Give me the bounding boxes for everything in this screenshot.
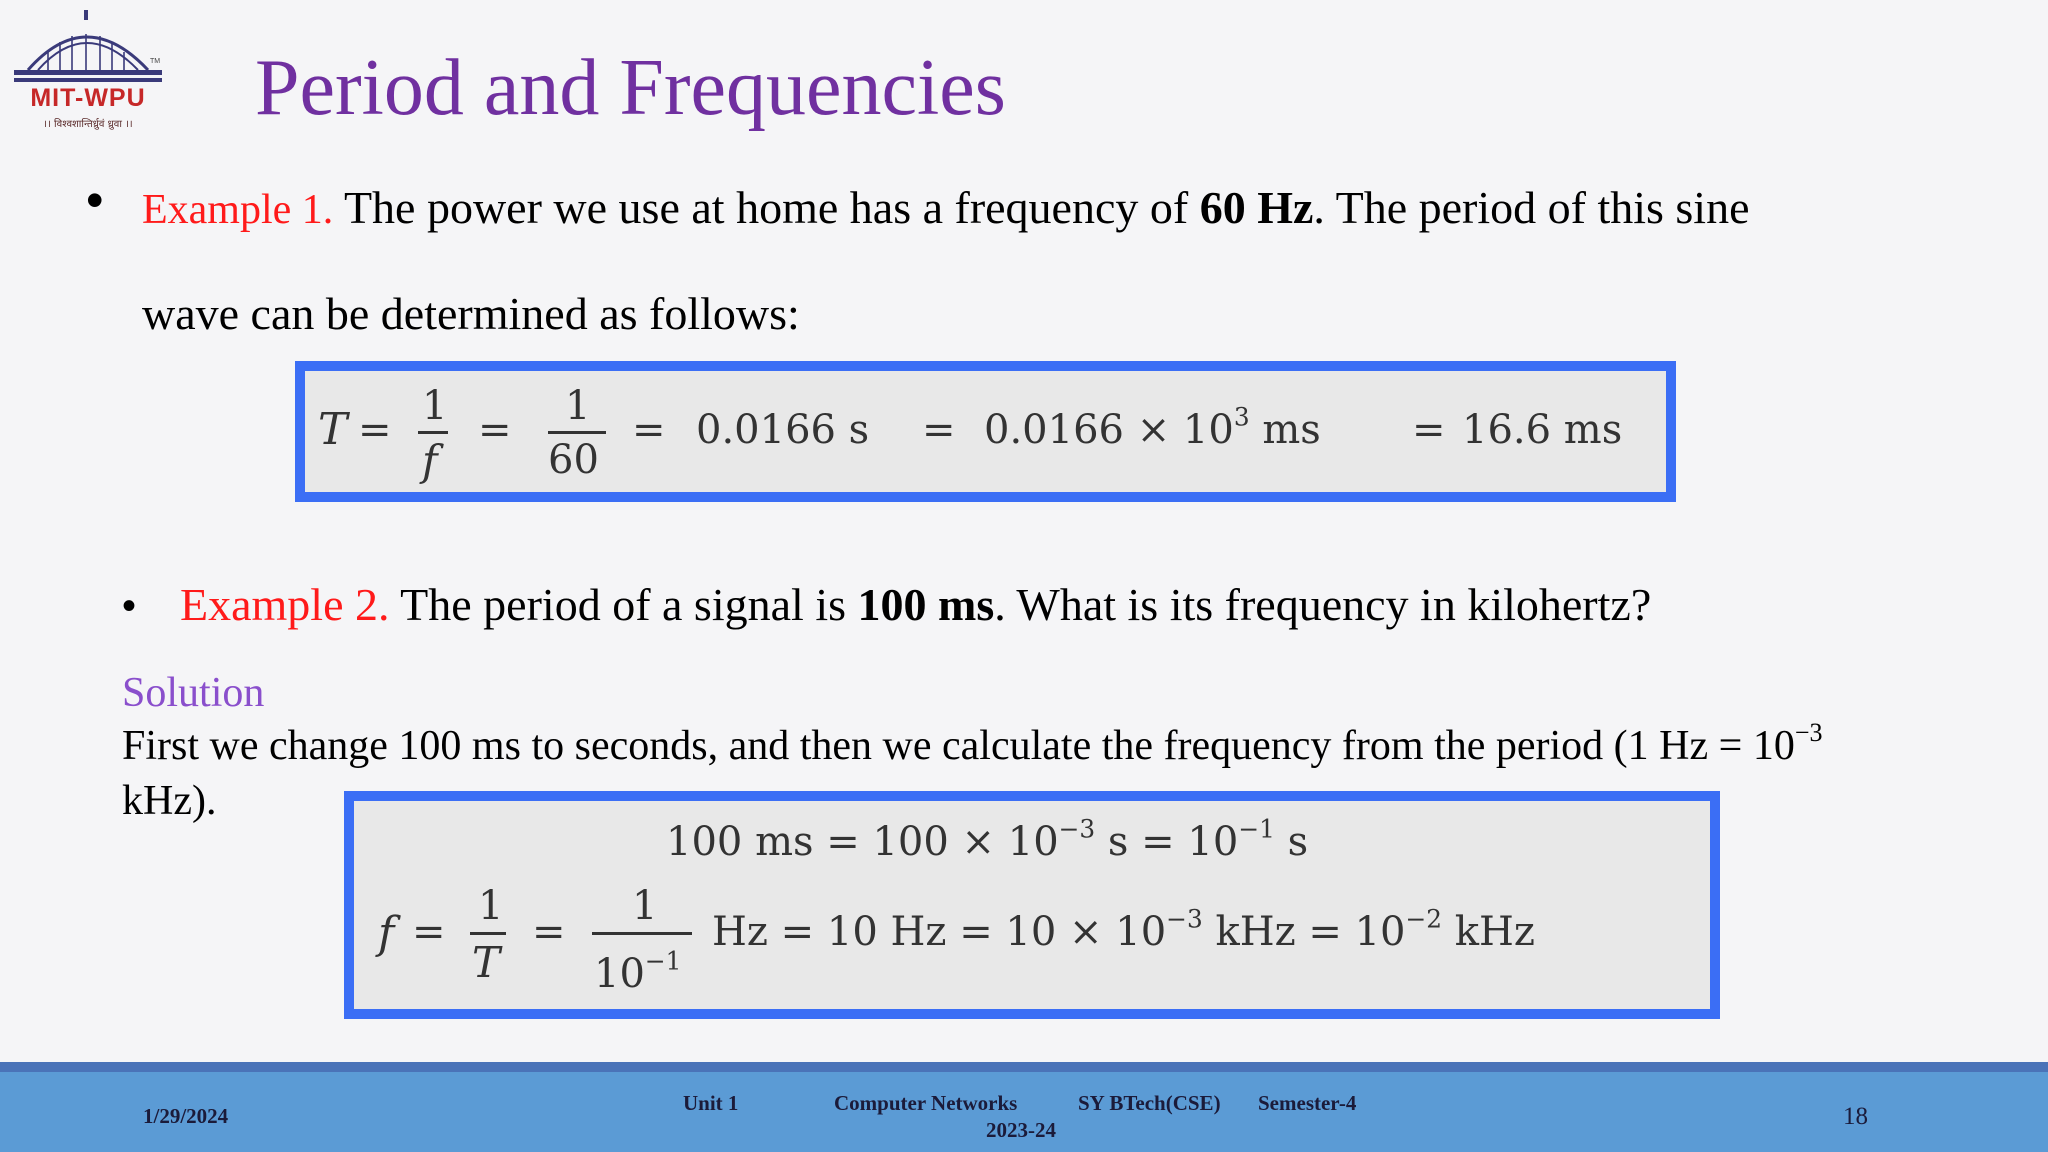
eq1-equals-5: = — [1412, 407, 1446, 453]
example2-text-b: . What is its frequency in kilohertz? — [994, 579, 1652, 630]
example1-line2: wave can be determined as follows: — [142, 288, 800, 339]
footer-semester: Semester-4 — [1258, 1091, 1357, 1115]
eq2-fraction-bar-1 — [470, 932, 506, 935]
eq1-denominator-1: f — [422, 436, 438, 485]
example2-bold: 100 ms — [857, 579, 995, 630]
logo-tagline: ।। विश्वशान्तिर्ध्रुवं ध्रुवा ।। — [43, 119, 133, 130]
eq1-equals-2: = — [478, 407, 512, 453]
mit-wpu-logo — [8, 8, 168, 133]
eq1-numerator-1: 1 — [422, 383, 448, 429]
eq2-denominator-1: T — [472, 938, 501, 987]
footer-program: SY BTech(CSE) — [1078, 1091, 1221, 1115]
example1-bold: 60 Hz — [1199, 182, 1314, 233]
example2-label: Example 2. — [180, 579, 390, 630]
solution-tail: kHz). — [122, 778, 217, 824]
eq1-value-2: $0.0166 \times 10^3$ ms — [984, 402, 1321, 453]
bullet-1: • — [86, 172, 104, 228]
eq2-equals-2: = — [532, 909, 566, 955]
eq2-numerator-2: 1 — [632, 883, 658, 929]
example1-line1 — [142, 180, 1750, 235]
example1-label: Example 1. — [142, 187, 334, 233]
footer-top-strip — [0, 1062, 2048, 1072]
eq1-equals-1: = — [358, 407, 392, 453]
eq2-numerator-1: 1 — [478, 883, 504, 929]
eq2-equals-1: = — [412, 909, 446, 955]
logo-wordmark: MIT-WPU — [30, 84, 146, 112]
example2-line — [180, 577, 1651, 632]
example2-text-a: The period of a signal is — [389, 579, 858, 630]
eq2-fraction-bar-2 — [592, 932, 692, 935]
eq2-lhs: f — [378, 908, 395, 959]
eq1-value-1: 0.0166 s — [696, 407, 870, 453]
eq2-line1: 100 ms = $100 \times 10^{-3}$ $s = 10^{-1}$ s — [666, 814, 1309, 865]
eq1-fraction-bar-2 — [548, 431, 606, 434]
slide-title: Period and Frequencies — [255, 44, 1006, 132]
eq1-lhs: T — [318, 404, 348, 455]
eq1-value-3: 16.6 ms — [1462, 407, 1623, 453]
example1-text-a: The power we use at home has a frequency of — [333, 182, 1200, 233]
footer-course: Computer Networks — [834, 1091, 1018, 1115]
eq1-fraction-bar-1 — [418, 431, 448, 434]
solution-heading: Solution — [122, 670, 265, 716]
eq2-denominator-2: $10^{-1}$ — [594, 946, 682, 997]
eq1-denominator-2: 60 — [548, 437, 599, 483]
eq1-numerator-2: 1 — [565, 383, 591, 429]
eq2-rhs: Hz = 10 $Hz = 10 \times 10^{-3}$ kHz = $10^{-2}$ kHz — [712, 904, 1535, 955]
eq1-equals-3: = — [632, 407, 666, 453]
bullet-2: • — [122, 584, 137, 628]
footer-year: 2023-24 — [986, 1118, 1056, 1142]
footer-date: 1/29/2024 — [143, 1104, 229, 1128]
solution-text: First we change 100 ms to seconds, and then we calculate the frequency from the period (1 $Hz = 10^{-3}$ — [122, 717, 1823, 769]
footer-page-number: 18 — [1843, 1103, 1868, 1130]
dome-building-icon — [8, 8, 168, 88]
footer-unit: Unit 1 — [683, 1091, 739, 1115]
example1-text-b: . The period of this sine — [1313, 182, 1750, 233]
trademark-mark: TM — [150, 58, 161, 65]
eq1-equals-4: = — [922, 407, 956, 453]
